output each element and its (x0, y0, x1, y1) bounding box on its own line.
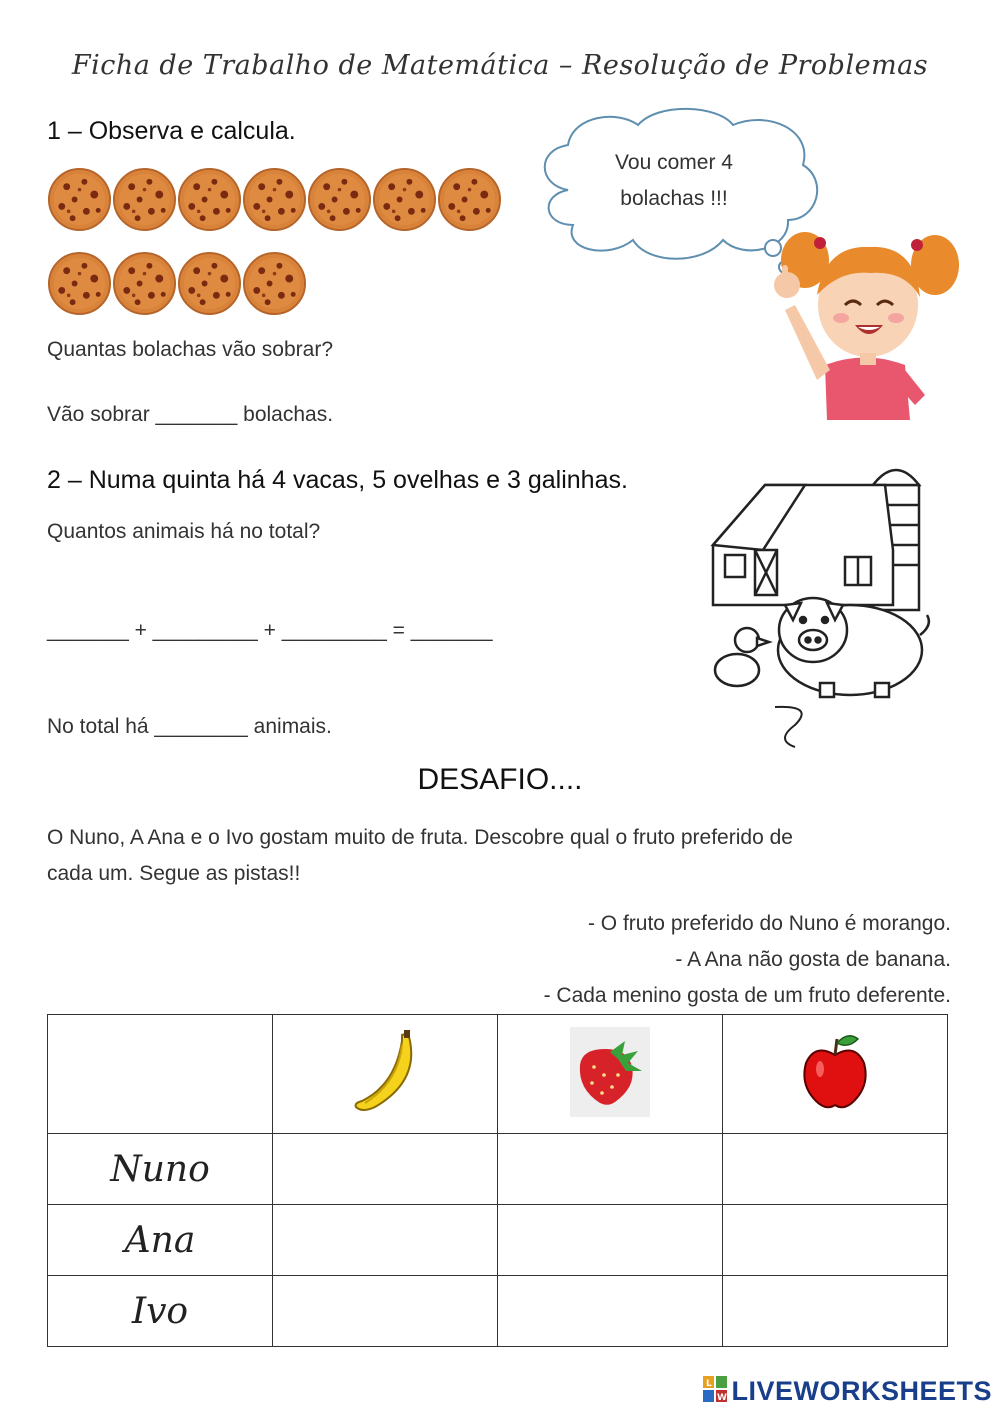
grid-cell[interactable] (273, 1205, 498, 1276)
grid-corner-cell (48, 1015, 273, 1134)
grid-header-row (48, 1015, 948, 1134)
grid-row-ivo (48, 1276, 948, 1347)
cookie-row-2 (47, 251, 307, 316)
grid-cell[interactable] (498, 1205, 723, 1276)
challenge-intro-line-1: O Nuno, A Ana e o Ivo gostam muito de fruta. Descobre qual o fruto preferido de (47, 826, 793, 849)
cookie-icon (112, 167, 177, 232)
logo-letter-w: W (717, 1393, 728, 1403)
question-1-prompt: Quantas bolachas vão sobrar? (47, 338, 334, 361)
grid-cell[interactable] (498, 1276, 723, 1347)
grid-cell[interactable] (723, 1134, 948, 1205)
grid-row-ana (48, 1205, 948, 1276)
grid-header-strawberry (498, 1015, 723, 1134)
girl-illustration-icon (765, 215, 965, 425)
cookie-icon (47, 167, 112, 232)
grid-cell[interactable] (498, 1134, 723, 1205)
name-ana: Ana (124, 1219, 196, 1261)
cookie-icon (177, 251, 242, 316)
grid-cell[interactable] (723, 1205, 948, 1276)
cookie-icon (242, 167, 307, 232)
cookie-icon (177, 167, 242, 232)
question-2-prompt: Quantos animais há no total? (47, 520, 321, 543)
banana-icon (350, 1027, 420, 1117)
grid-cell[interactable] (273, 1276, 498, 1347)
question-2-answer-line[interactable]: No total há ________ animais. (47, 715, 332, 738)
logo-letter-l: L (706, 1379, 713, 1390)
liveworksheets-logo-icon (703, 1376, 727, 1409)
grid-header-apple (723, 1015, 948, 1134)
question-1-answer-line[interactable]: Vão sobrar _______ bolachas. (47, 403, 334, 426)
cookie-icon (47, 251, 112, 316)
grid-row-nuno (48, 1134, 948, 1205)
thought-line-2: bolachas !!! (620, 187, 728, 210)
grid-header-banana (273, 1015, 498, 1134)
grid-cell[interactable] (723, 1276, 948, 1347)
name-nuno: Nuno (110, 1148, 210, 1190)
challenge-intro-line-2: cada um. Segue as pistas!! (47, 862, 301, 885)
fruit-logic-grid (47, 1014, 948, 1347)
question-2-heading: 2 – Numa quinta há 4 vacas, 5 ovelhas e 3 galinhas. (47, 466, 628, 494)
question-1-heading: 1 – Observa e calcula. (47, 117, 296, 145)
name-ivo: Ivo (131, 1290, 189, 1332)
thought-text (564, 145, 784, 217)
grid-name-nuno (48, 1134, 273, 1205)
grid-name-ivo (48, 1276, 273, 1347)
liveworksheets-brand[interactable] (703, 1376, 992, 1409)
strawberry-icon (570, 1027, 650, 1117)
cookie-icon (242, 251, 307, 316)
brand-text: LIVEWORKSHEETS (731, 1376, 992, 1406)
question-2-equation[interactable]: _______ + _________ + _________ = _______ (47, 619, 493, 642)
grid-cell[interactable] (273, 1134, 498, 1205)
clue-1: - O fruto preferido do Nuno é morango. (587, 912, 951, 935)
clue-2: - A Ana não gosta de banana. (675, 948, 951, 971)
cookie-icon (307, 167, 372, 232)
cookie-icon (112, 251, 177, 316)
cookie-row-1 (47, 167, 502, 232)
apple-icon (800, 1029, 870, 1114)
farm-illustration-icon (705, 455, 935, 750)
cookie-icon (437, 167, 502, 232)
challenge-heading: DESAFIO.... (417, 763, 583, 796)
grid-name-ana (48, 1205, 273, 1276)
cookie-icon (372, 167, 437, 232)
clue-3: - Cada menino gosta de um fruto deferente. (543, 984, 951, 1007)
page-title: Ficha de Trabalho de Matemática – Resolução de Problemas (71, 50, 929, 81)
thought-line-1: Vou comer 4 (615, 151, 733, 174)
